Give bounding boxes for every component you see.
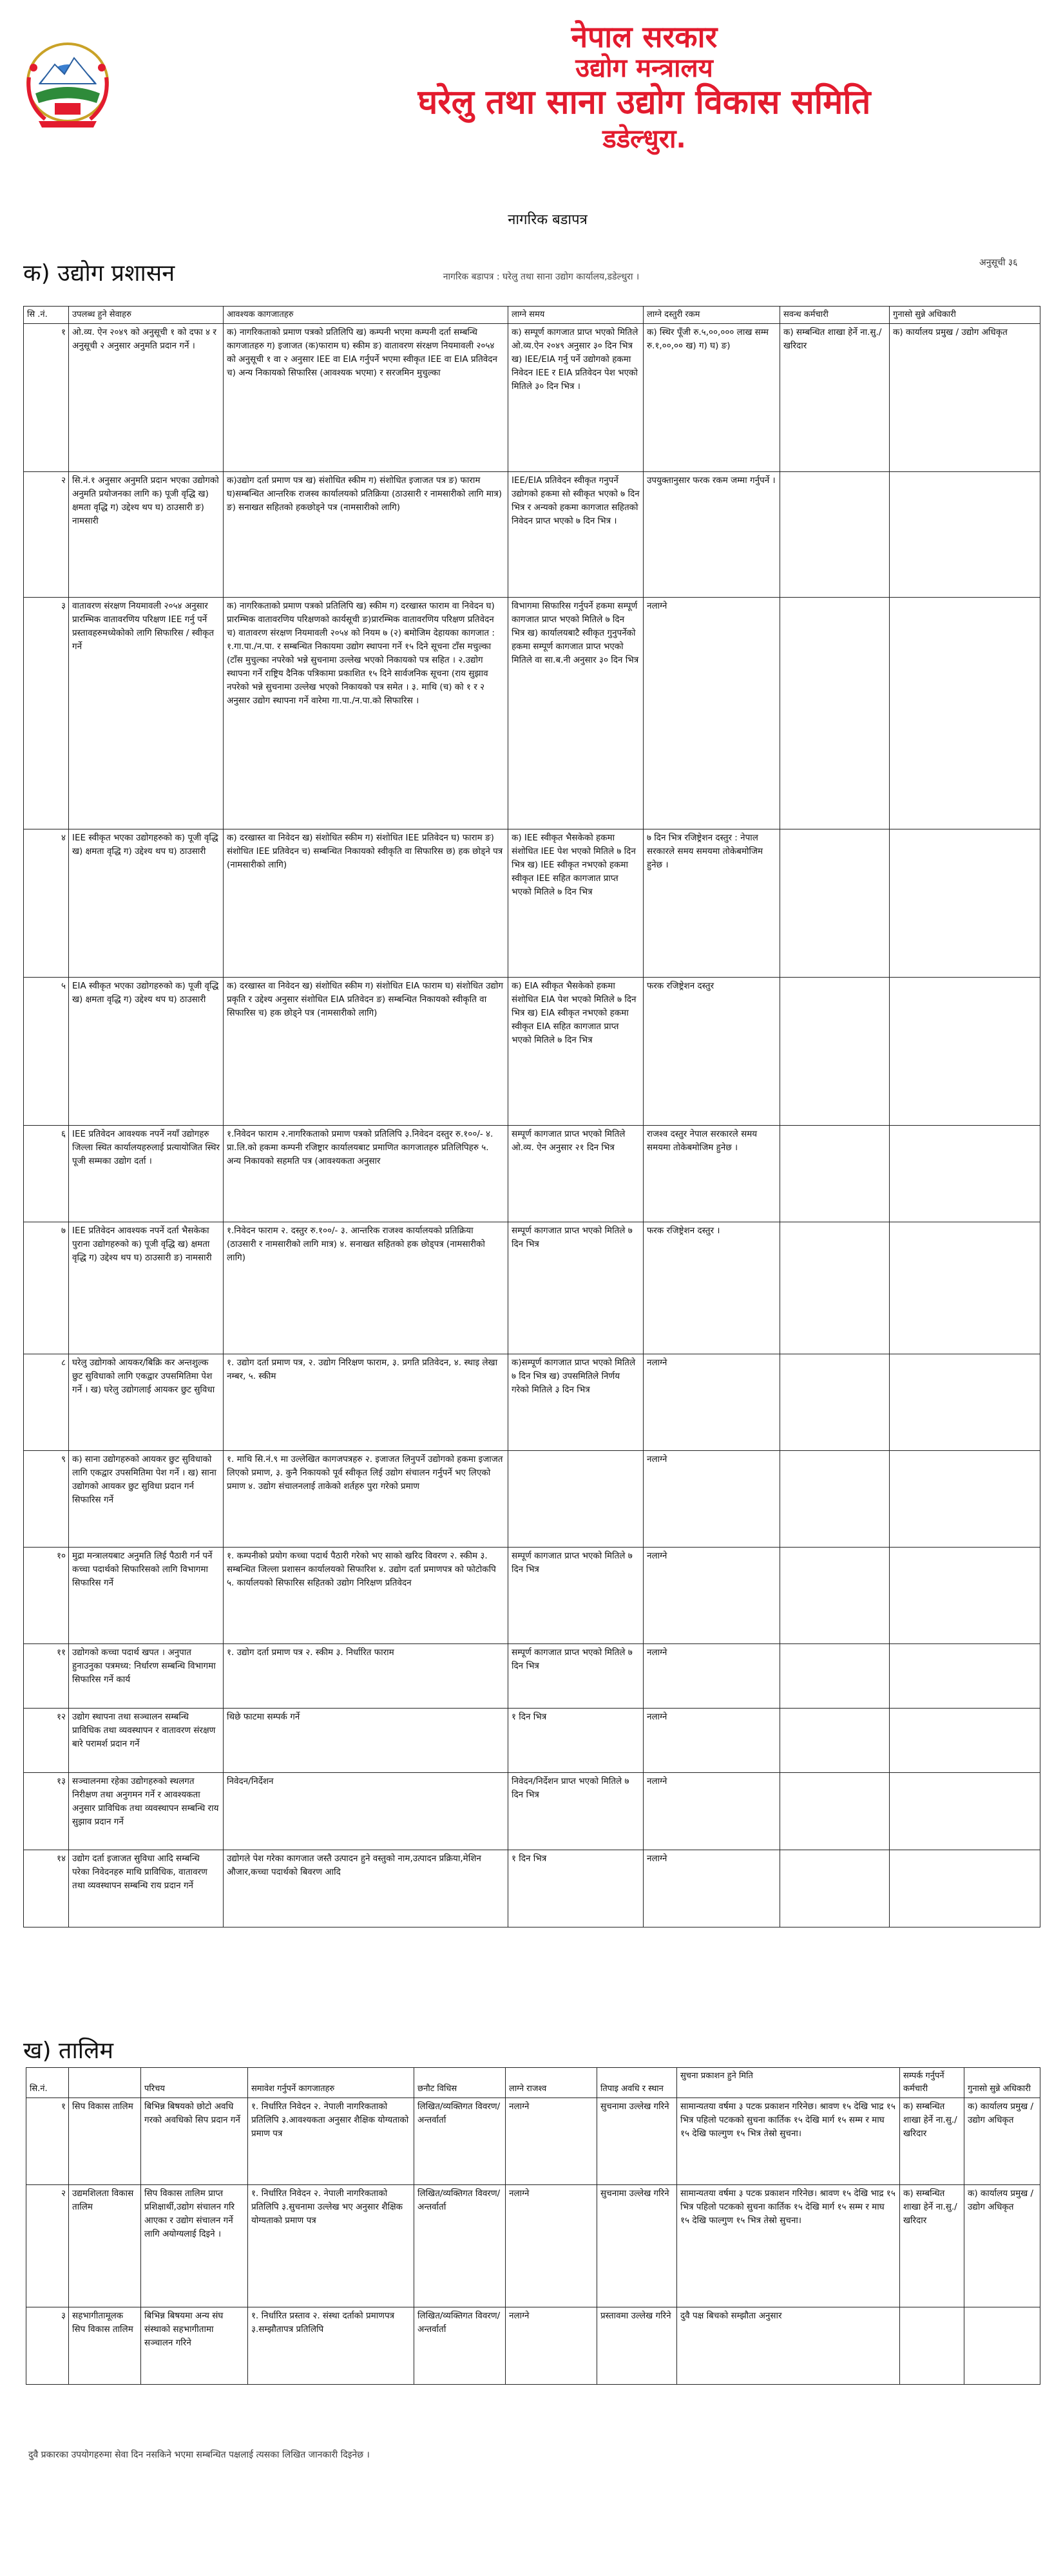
table-cell: उद्यमशिलता विकास तालिम xyxy=(69,2185,141,2307)
table-cell: क) सम्बन्धित शाखा हेर्ने ना.सु./खरिदार xyxy=(900,2098,964,2185)
table-cell: क) EIA स्वीकृत भैसकेको हकमा संशोधित EIA पेश भएको मितिले ७ दिन भित्र ख) EIA स्वीकृत नभएको हकमा स्वीकृत EIA सहित कागजात प्राप्त भएको मितिले ७ दिन भित्र xyxy=(508,978,644,1126)
table-row xyxy=(26,2185,1040,2307)
table-cell: क)उद्योग दर्ता प्रमाण पत्र ख) संशोधित स्कीम ग) संशोधित इजाजत पत्र ङ) फाराम घ)सम्बन्धित आन्तरिक राजस्व कार्यालयको प्रतिक्रिया (ठाउसारी र नामसारीको लागि मात्र) ङ) सनाखत सहितको हकछोड्ने पत्र (नामसारीको लागि) xyxy=(224,472,508,598)
table-cell: नलाग्ने xyxy=(644,1709,780,1773)
table-cell xyxy=(890,829,1040,978)
col-header-sn: सि .नं. xyxy=(24,307,69,324)
table-cell: १. कम्पनीको प्रयोग कच्चा पदार्थ पैठारी गरेको भए साको खरिद विवरण २. स्कीम ३. सम्बन्धित जिल्ला प्रशासन कार्यालयको सिफारिश ४. उद्योग दर्ता प्रमाणपत्र को फोटोकपि ५. कार्यालयको सिफारिस सहितको उद्योग निरिक्षण प्रतिवेदन xyxy=(224,1548,508,1644)
table-cell xyxy=(890,1850,1040,1927)
col-header-services: उपलब्ध हुने सेवाहरु xyxy=(69,307,224,324)
table-cell: क) कार्यालय प्रमुख / उद्योग अधिकृत xyxy=(964,2185,1040,2307)
row-number-cell: ८ xyxy=(24,1354,69,1451)
training-table xyxy=(26,2067,1040,2385)
header-committee: घरेलु तथा साना उद्योग विकास समिति xyxy=(417,83,871,122)
table-row xyxy=(24,1644,1040,1709)
row-number-cell: ११ xyxy=(24,1644,69,1709)
table-row xyxy=(24,472,1040,598)
col-header-contact: सम्पर्क गर्नुपर्ने कर्मचारी xyxy=(900,2068,964,2098)
table-cell: नलाग्ने xyxy=(644,1548,780,1644)
table-cell: सम्पूर्ण कागजात प्राप्त भएको मितिले ७ दिन भित्र xyxy=(508,1548,644,1644)
table-row xyxy=(24,1548,1040,1644)
table-cell: क) सम्पूर्ण कागजात प्राप्त भएको मितिले ओ.व्य.ऐन २०४९ अनुसार ३० दिन भित्र ख) IEE/EIA गर्नु पर्ने उद्योगको हकमा निवेदन IEE र EIA प्रतिवेदन पेश भएको मितिले ३० दिन भित्र । xyxy=(508,324,644,472)
table-cell: सामान्यतया वर्षमा ३ पटक प्रकाशन गरिनेछ। श्रावण १५ देखि भाद्र १५ भित्र पहिलो पटकको सुचना कार्तिक १५ देखि मार्ग १५ सम्म र माघ १५ देखि फाल्गुण १५ भित्र तेस्रो सुचना। xyxy=(677,2098,900,2185)
table-cell: क) दरखास्त वा निवेदन ख) संशोधित स्कीम ग) संशोधित IEE प्रतिवेदन घ) फाराम ङ) संशोधित IEE प्रतिवेदन च) सम्बन्धित निकायको स्वीकृति वा सिफारिस छ) हक छोड्ने पत्र (नामसारीको लागि) xyxy=(224,829,508,978)
table-row xyxy=(26,2307,1040,2385)
row-number-cell: १४ xyxy=(24,1850,69,1927)
table-cell: बिभिन्न बिषयको छोटो अवधि गरको अवधिको सिप प्रदान गर्ने xyxy=(141,2098,248,2185)
section-a-title: क) उद्योग प्रशासन xyxy=(23,260,175,287)
row-number-cell: ७ xyxy=(24,1222,69,1354)
table-cell: सुचनामा उल्लेख गरिने xyxy=(597,2098,677,2185)
table-cell: नलाग्ने xyxy=(506,2098,597,2185)
col-header-duration: तिपाइ अवधि र स्थान xyxy=(597,2068,677,2098)
table-cell xyxy=(780,1644,890,1709)
table-cell: नलाग्ने xyxy=(644,1644,780,1709)
table-cell: नलाग्ने xyxy=(644,1354,780,1451)
table-cell: निवेदन/निर्देशन प्राप्त भएको मितिले ७ दिन भित्र xyxy=(508,1773,644,1850)
col-header-grievance: गुनासो सुन्ने अधिकारी xyxy=(890,307,1040,324)
subtitle-line: नागरिक बडापत्र : घरेलु तथा साना उद्योग कार्यालय,डडेल्धुरा । xyxy=(443,272,640,282)
col-header-staff: सवन्ध कर्मचारी xyxy=(780,307,890,324)
table-cell xyxy=(890,1126,1040,1222)
page-title: नागरिक बडापत्र xyxy=(508,212,588,228)
table-cell: IEE प्रतिवेदन आवश्यक नपर्ने दर्ता भैसकेका पुराना उद्योगहरुको क) पूजी वृद्धि ख) क्षमता वृद्धि ग) उद्देश्य थप घ) ठाउसारी ङ) नामसारी xyxy=(69,1222,224,1354)
table-row xyxy=(24,598,1040,829)
annex-label: अनुसूची ३६ xyxy=(979,258,1018,268)
header-ministry: उद्योग मन्त्रालय xyxy=(575,53,713,83)
table-cell: १. निर्धारित प्रस्ताव २. संस्था दर्ताको प्रमाणपत्र ३.सम्झौतापत्र प्रतिलिपि xyxy=(248,2307,414,2385)
table-cell: नलाग्ने xyxy=(644,1850,780,1927)
table-cell: १. उद्योग दर्ता प्रमाण पत्र, २. उद्योग निरिक्षण फाराम, ३. प्रगति प्रतिवेदन, ४. स्थाइ लेखा नम्बर, ५. स्कीम xyxy=(224,1354,508,1451)
table-cell xyxy=(890,598,1040,829)
table-cell: नलाग्ने xyxy=(644,598,780,829)
row-number-cell: २ xyxy=(26,2185,69,2307)
table-cell: बिभिन्न बिषयमा अन्य संघ संस्थाको सहभागीतामा सञ्चालन गरिने xyxy=(141,2307,248,2385)
table-cell xyxy=(890,1354,1040,1451)
table-cell: सञ्चालनमा रहेका उद्योगहरुको स्थलगत निरीक्षण तथा अनुगमन गर्ने र आवश्यकता अनुसार प्राविधिक तथा व्यवस्थापन सम्बन्धि राय सुझाव प्रदान गर्ने xyxy=(69,1773,224,1850)
table-cell: थिछे फाटमा सम्पर्क गर्ने xyxy=(224,1709,508,1773)
table-header-row xyxy=(26,2068,1040,2098)
table-cell: क) सम्बन्धित शाखा हेर्ने ना.सु./खरिदार xyxy=(780,324,890,472)
col-header-revenue: लाग्ने राजश्व xyxy=(506,2068,597,2098)
letterhead xyxy=(0,0,1063,193)
table-cell: १. उद्योग दर्ता प्रमाण पत्र २. स्कीम ३. निर्धारित फाराम xyxy=(224,1644,508,1709)
table-cell xyxy=(890,978,1040,1126)
table-cell: उपयुक्तानुसार फरक रकम जम्मा गर्नुपर्ने । xyxy=(644,472,780,598)
col-header-grievance: गुनासो सुन्ने अधिकारी xyxy=(964,2068,1040,2098)
table-cell: उद्योगको कच्चा पदार्थ खपत । अनुपात हुनाउनुका पत्रमध्य: निर्धारण सम्बन्धि विभागमा सिफारिस गर्ने कार्य xyxy=(69,1644,224,1709)
row-number-cell: १ xyxy=(26,2098,69,2185)
table-cell xyxy=(780,598,890,829)
table-cell: १. निर्धारित निवेदन २. नेपाली नागरिकताको प्रतिलिपि ३.सुचनामा उल्लेख भए अनुसार शैक्षिक योग्यताको प्रमाण पत्र xyxy=(248,2185,414,2307)
table-header-row xyxy=(24,307,1040,324)
table-cell: सिप विकास तालिम xyxy=(69,2098,141,2185)
table-cell: क) नागरिकताको प्रमाण पत्रको प्रतिलिपि ख) कम्पनी भएमा कम्पनी दर्ता सम्बन्धि कागजातहरु ग) इजाजत (क)फाराम घ) स्कीम ङ) वातावरण संरक्षण नियमावली २०५४ को अनुसूची १ वा २ अनुसार IEE वा EIA गर्नुपर्ने भएमा स्वीकृत IEE वा EIA प्रतिवेदन च) अन्य निकायको सिफारिस (आवश्यक भएमा) र सरजमिन मुचुल्का xyxy=(224,324,508,472)
table-cell: ओ.व्य. ऐन २०४९ को अनुसूची १ को दफा ४ र अनुसूची २ अनुसार अनुमति प्रदान गर्ने । xyxy=(69,324,224,472)
table-cell: १. माथि सि.नं.९ मा उल्लेखित कागजपत्रहरु २. इजाजत लिनुपर्ने उद्योगको हकमा इजाजत लिएको प्रमाण, ३. कुनै निकायको पूर्व स्वीकृत लिई उद्योग संचालन गर्नुपर्ने भए लिएको प्रमाण ४. उद्योग संचालनलाई ताकेको शर्तहरु पुरा गरेको प्रमाण xyxy=(224,1451,508,1548)
table-cell: सम्पूर्ण कागजात प्राप्त भएको मितिले ७ दिन भित्र xyxy=(508,1644,644,1709)
table-row xyxy=(24,1222,1040,1354)
table-cell: फरक रजिष्ट्रेशन दस्तुर xyxy=(644,978,780,1126)
row-number-cell: ५ xyxy=(24,978,69,1126)
table-row xyxy=(24,1709,1040,1773)
table-cell: IEE स्वीकृत भएका उद्योगहरुको क) पूजी वृद्धि ख) क्षमता वृद्धि ग) उद्देश्य थप घ) ठाउसारी xyxy=(69,829,224,978)
table-cell: क) कार्यालय प्रमुख / उद्योग अधिकृत xyxy=(964,2098,1040,2185)
table-cell: सि.नं.१ अनुसार अनुमति प्रदान भएका उद्योगको अनुमति प्रयोजनका लागि क) पूजी वृद्धि ख) क्षमता वृद्धि ग) उद्देश्य थप घ) ठाउसारी ङ) नामसारी xyxy=(69,472,224,598)
table-cell xyxy=(890,1548,1040,1644)
nepal-emblem-icon xyxy=(19,39,116,129)
table-cell: १ दिन भित्र xyxy=(508,1850,644,1927)
table-row xyxy=(24,1354,1040,1451)
col-header-fee: लाग्ने दस्तुरी रकम xyxy=(644,307,780,324)
table-row xyxy=(26,2098,1040,2185)
table-cell: नलाग्ने xyxy=(644,1451,780,1548)
table-row xyxy=(24,829,1040,978)
table-cell: विभागमा सिफारिस गर्नुपर्ने हकमा सम्पूर्ण कागजात प्राप्त भएको मितिले ७ दिन भित्र ख) कार्यालयबाटै स्वीकृत गुनुपर्नेको हकमा सम्पूर्ण कागजात प्राप्त भएको मितिले वा सा.ब.नी अनुसार ३० दिन भित्र xyxy=(508,598,644,829)
table-cell: क) सम्बन्धित शाखा हेर्ने ना.सु./खरिदार xyxy=(900,2185,964,2307)
table-cell: दुवै पक्ष बिचको सम्झौता अनुसार xyxy=(677,2307,900,2385)
row-number-cell: ९ xyxy=(24,1451,69,1548)
table-cell xyxy=(890,1644,1040,1709)
header-district: डडेल्धुरा. xyxy=(602,124,686,154)
table-cell xyxy=(780,472,890,598)
table-cell xyxy=(900,2307,964,2385)
table-cell: उद्योगले पेश गरेका कागजात जस्तै उत्पादन हुने वस्तुको नाम,उत्पादन प्रक्रिया,मेशिन औजार,कच्चा पदार्थको बिवरण आदि xyxy=(224,1850,508,1927)
table-row xyxy=(24,1850,1040,1927)
table-cell xyxy=(890,1451,1040,1548)
row-number-cell: ४ xyxy=(24,829,69,978)
row-number-cell: ६ xyxy=(24,1126,69,1222)
table-cell: उद्योग स्थापना तथा सञ्चालन सम्बन्धि प्राविधिक तथा व्यवस्थापन र वातावरण संरक्षण बारे परामर्श प्रदान गर्ने xyxy=(69,1709,224,1773)
row-number-cell: १० xyxy=(24,1548,69,1644)
table-cell: EIA स्वीकृत भएका उद्योगहरुको क) पूजी वृद्धि ख) क्षमता वृद्धि ग) उद्देश्य थप घ) ठाउसारी xyxy=(69,978,224,1126)
table-cell: सहभागीतामूलक सिप विकास तालिम xyxy=(69,2307,141,2385)
table-cell: १.निवेदन फाराम २.नागरिकताको प्रमाण पत्रको प्रतिलिपि ३.निवेदन दस्तुर रु.१००/- ४. प्रा.लि.को हकमा कम्पनी रजिष्ट्रार कार्यालयबाट प्रमाणित कागजातहरु प्रतिलिपिहरु ५. अन्य निकायको सहमति पत्र (आवश्यकता अनुसार xyxy=(224,1126,508,1222)
table-row xyxy=(24,1126,1040,1222)
col-header-notice-date: सुचना प्रकाशन हुने मिति xyxy=(677,2068,900,2098)
table-cell: नलाग्ने xyxy=(506,2185,597,2307)
table-cell: मुद्रा मन्त्रालयबाट अनुमति लिई पैठारी गर्न पर्ने कच्चा पदार्थको सिफारिसको लागि विभागमा सिफारिस गर्ने xyxy=(69,1548,224,1644)
table-cell: १. निर्धारित निवेदन २. नेपाली नागरिकताको प्रतिलिपि ३.आवश्यकता अनुसार शैक्षिक योग्यताको प्रमाण पत्र xyxy=(248,2098,414,2185)
table-cell: नलाग्ने xyxy=(644,1773,780,1850)
table-cell: वातावरण संरक्षण नियमावली २०५४ अनुसार प्रारम्भिक वातावरणिय परिक्षण IEE गर्नु पर्ने प्रस्तावहरुमध्येकोको लागि सिफारिस / स्वीकृत गर्ने xyxy=(69,598,224,829)
row-number-cell: १२ xyxy=(24,1709,69,1773)
industry-administration-table xyxy=(23,306,1040,1927)
table-row xyxy=(24,978,1040,1126)
table-cell xyxy=(780,1850,890,1927)
section-b-title: ख) तालिम xyxy=(23,2038,114,2064)
table-cell: १.निवेदन फाराम २. दस्तुर रु.१००/- ३. आन्तरिक राजश्व कार्यालयको प्रतिक्रिया (ठाउसारी र नामसारीको लागि मात्र) ४. सनाखत सहितको हक छोड्पत्र (नामसारीको लागि) xyxy=(224,1222,508,1354)
table-cell: निवेदन/निर्देशन xyxy=(224,1773,508,1850)
table-cell xyxy=(780,1222,890,1354)
row-number-cell: ३ xyxy=(24,598,69,829)
table-cell: क) दरखास्त वा निवेदन ख) संशोधित स्कीम ग) संशोधित EIA फाराम घ) संशोधित उद्योग प्रकृति र उद्देश्य अनुसार संशोधित EIA प्रतिवेदन ङ) सम्बन्धित निकायको स्वीकृति वा सिफारिस च) हक छोड्ने पत्र (नामसारीको लागि) xyxy=(224,978,508,1126)
footnote: दुवै प्रकारका उपयोगहरुमा सेवा दिन नसकिने भएमा सम्बन्धित पक्षलाई त्यसका लिखित जानकारी दिइनेछ । xyxy=(28,2450,370,2460)
table-cell: प्रस्तावमा उल्लेख गरिने xyxy=(597,2307,677,2385)
col-header-sn: सि.नं. xyxy=(26,2068,69,2098)
table-cell: सम्पूर्ण कागजात प्राप्त भएको मितिले ओ.व्य. ऐन अनुसार २१ दिन भित्र xyxy=(508,1126,644,1222)
row-number-cell: २ xyxy=(24,472,69,598)
table-cell xyxy=(780,1451,890,1548)
table-cell xyxy=(890,1222,1040,1354)
table-cell: १ दिन भित्र xyxy=(508,1709,644,1773)
table-cell: क) IEE स्वीकृत भैसकेको हकमा संशोधित IEE पेश भएको मितिले ७ दिन भित्र ख) IEE स्वीकृत नभएको हकमा स्वीकृत IEE सहित कागजात प्राप्त भएको मितिले ७ दिन भित्र xyxy=(508,829,644,978)
table-cell: लिखित/व्यक्तिगत विवरण/अन्तर्वार्ता xyxy=(414,2307,506,2385)
table-cell: सुचनामा उल्लेख गरिने xyxy=(597,2185,677,2307)
col-header-introduction: परिचय xyxy=(141,2068,248,2098)
table-cell xyxy=(780,1126,890,1222)
table-cell xyxy=(890,1709,1040,1773)
table-cell: सम्पूर्ण कागजात प्राप्त भएको मितिले ७ दिन भित्र xyxy=(508,1222,644,1354)
table-cell: सामान्यतया वर्षमा ३ पटक प्रकाशन गरिनेछ। श्रावण १५ देखि भाद्र १५ भित्र पहिलो पटकको सुचना कार्तिक १५ देखि मार्ग १५ सम्म र माघ १५ देखि फाल्गुण १५ भित्र तेस्रो सुचना। xyxy=(677,2185,900,2307)
table-cell: लिखित/व्यक्तिगत विवरण/अन्तर्वार्ता xyxy=(414,2098,506,2185)
row-number-cell: १३ xyxy=(24,1773,69,1850)
table-cell: घरेलु उद्योगको आयकर/बिक्रि कर अन्तशुल्क छुट सुविधाको लागि एकद्वार उपसमितिमा पेश गर्ने । ख) घरेलु उद्योगलाई आयकर छुट सुविधा xyxy=(69,1354,224,1451)
table-cell: क) नागरिकताको प्रमाण पत्रको प्रतिलिपि ख) स्कीम ग) दरखास्त फाराम वा निवेदन घ) प्रारम्भिक वातावरणिय परिक्षणको कार्यसूची ङ)प्रारम्भिक वातावरणिय परिक्षण प्रतिवेदन च) वातावरण संरक्षण नियमावली २०५४ को नियम ७ (२) बमोजिम देहायका कागजात : १.गा.पा./न.पा. र सम्बन्धित निकायमा उद्योग स्थापना गर्ने १५ दिने सूचना टाँस मचुल्का (टाँस मुचुल्का नपरेको भन्ने सुचनामा उल्लेख भएको निकायको पत्र सहित । २.उद्योग स्थापना गर्ने राष्ट्रिय दैनिक पत्रिकामा प्रकाशित १५ दिने सार्वजनिक सूचना (राय सुझाव नपरेको भन्ने सुचनामा उल्लेख भएको निकायको पत्र समेत । ३. माथि (च) को १ र २ अनुसार उद्योग स्थापना गर्ने वारेमा गा.पा./न.पा.को सिफारिस । xyxy=(224,598,508,829)
table-cell: ७ दिन भित्र रजिष्ट्रेशन दस्तुर : नेपाल सरकारले समय समयमा तोकेबमोजिम हुनेछ । xyxy=(644,829,780,978)
table-cell xyxy=(780,1548,890,1644)
table-cell xyxy=(508,1451,644,1548)
table-cell: राजश्व दस्तुर नेपाल सरकारले समय समयमा तोकेबमोजिम हुनेछ । xyxy=(644,1126,780,1222)
table-row xyxy=(24,1451,1040,1548)
table-cell xyxy=(780,1354,890,1451)
table-cell: लिखित/व्यक्तिगत विवरण/अन्तर्वार्ता xyxy=(414,2185,506,2307)
table-row xyxy=(24,1773,1040,1850)
table-cell: क) स्थिर पूँजी रु.५,००,००० लाख सम्म रु.१,००,०० ख) ग) घ) ङ) xyxy=(644,324,780,472)
table-cell: फरक रजिष्ट्रेशन दस्तुर । xyxy=(644,1222,780,1354)
table-cell: क) कार्यालय प्रमुख / उद्योग अधिकृत xyxy=(890,324,1040,472)
table-cell xyxy=(890,1773,1040,1850)
table-row xyxy=(24,324,1040,472)
table-cell: उद्योग दर्ता इजाजत सुविधा आदि सम्बन्धि परेका निवेदनहरु माथि प्राविधिक, वातावरण तथा व्यवस्थापन सम्बन्धि राय प्रदान गर्ने xyxy=(69,1850,224,1927)
table-cell xyxy=(890,472,1040,598)
table-cell: क)सम्पूर्ण कागजात प्राप्त भएको मितिले ७ दिन भित्र ख) उपसमितिले निर्णय गरेको मितिले ३ दिन भित्र xyxy=(508,1354,644,1451)
table-cell xyxy=(780,1773,890,1850)
table-cell xyxy=(780,829,890,978)
table-cell: IEE/EIA प्रतिवेदन स्वीकृत गनुपर्ने उद्योगको हकमा सो स्वीकृत भएको ७ दिन भित्र र अन्यको हकमा कागजात सहितको निवेदन प्राप्त भएको ७ दिन भित्र । xyxy=(508,472,644,598)
col-header-documents: आवश्यक कागजातहरु xyxy=(224,307,508,324)
row-number-cell: ३ xyxy=(26,2307,69,2385)
table-cell xyxy=(964,2307,1040,2385)
table-cell: क) साना उद्योगहरुको आयकर छुट सुविधाको लागि एकद्वार उपसमितिमा पेश गर्ने । ख) साना उद्योगको आयकर छुट सुविधा प्रदान गर्न सिफारिस गर्ने xyxy=(69,1451,224,1548)
col-header-time: लाग्ने समय xyxy=(508,307,644,324)
col-header-documents: समावेश गर्नुपर्ने कागजातहरु xyxy=(248,2068,414,2098)
table-cell: IEE प्रतिवेदन आवश्यक नपर्ने नयाँ उद्योगहरु जिल्ला स्थित कार्यालयहरुलाई प्रत्यायोजित स्थिर पूजी सम्मका उद्योग दर्ता । xyxy=(69,1126,224,1222)
col-header-selection: छनौट विधिस xyxy=(414,2068,506,2098)
row-number-cell: १ xyxy=(24,324,69,472)
table-cell xyxy=(780,978,890,1126)
col-header-training-name xyxy=(69,2068,141,2098)
table-cell: नलाग्ने xyxy=(506,2307,597,2385)
header-government: नेपाल सरकार xyxy=(571,19,718,54)
table-cell xyxy=(780,1709,890,1773)
table-cell: सिप विकास तालिम प्राप्त प्रशिक्षार्थी,उद्योग संचालन गरि आएका र उद्योग संचालन गर्ने लागि अयोग्यलाई दिइने । xyxy=(141,2185,248,2307)
